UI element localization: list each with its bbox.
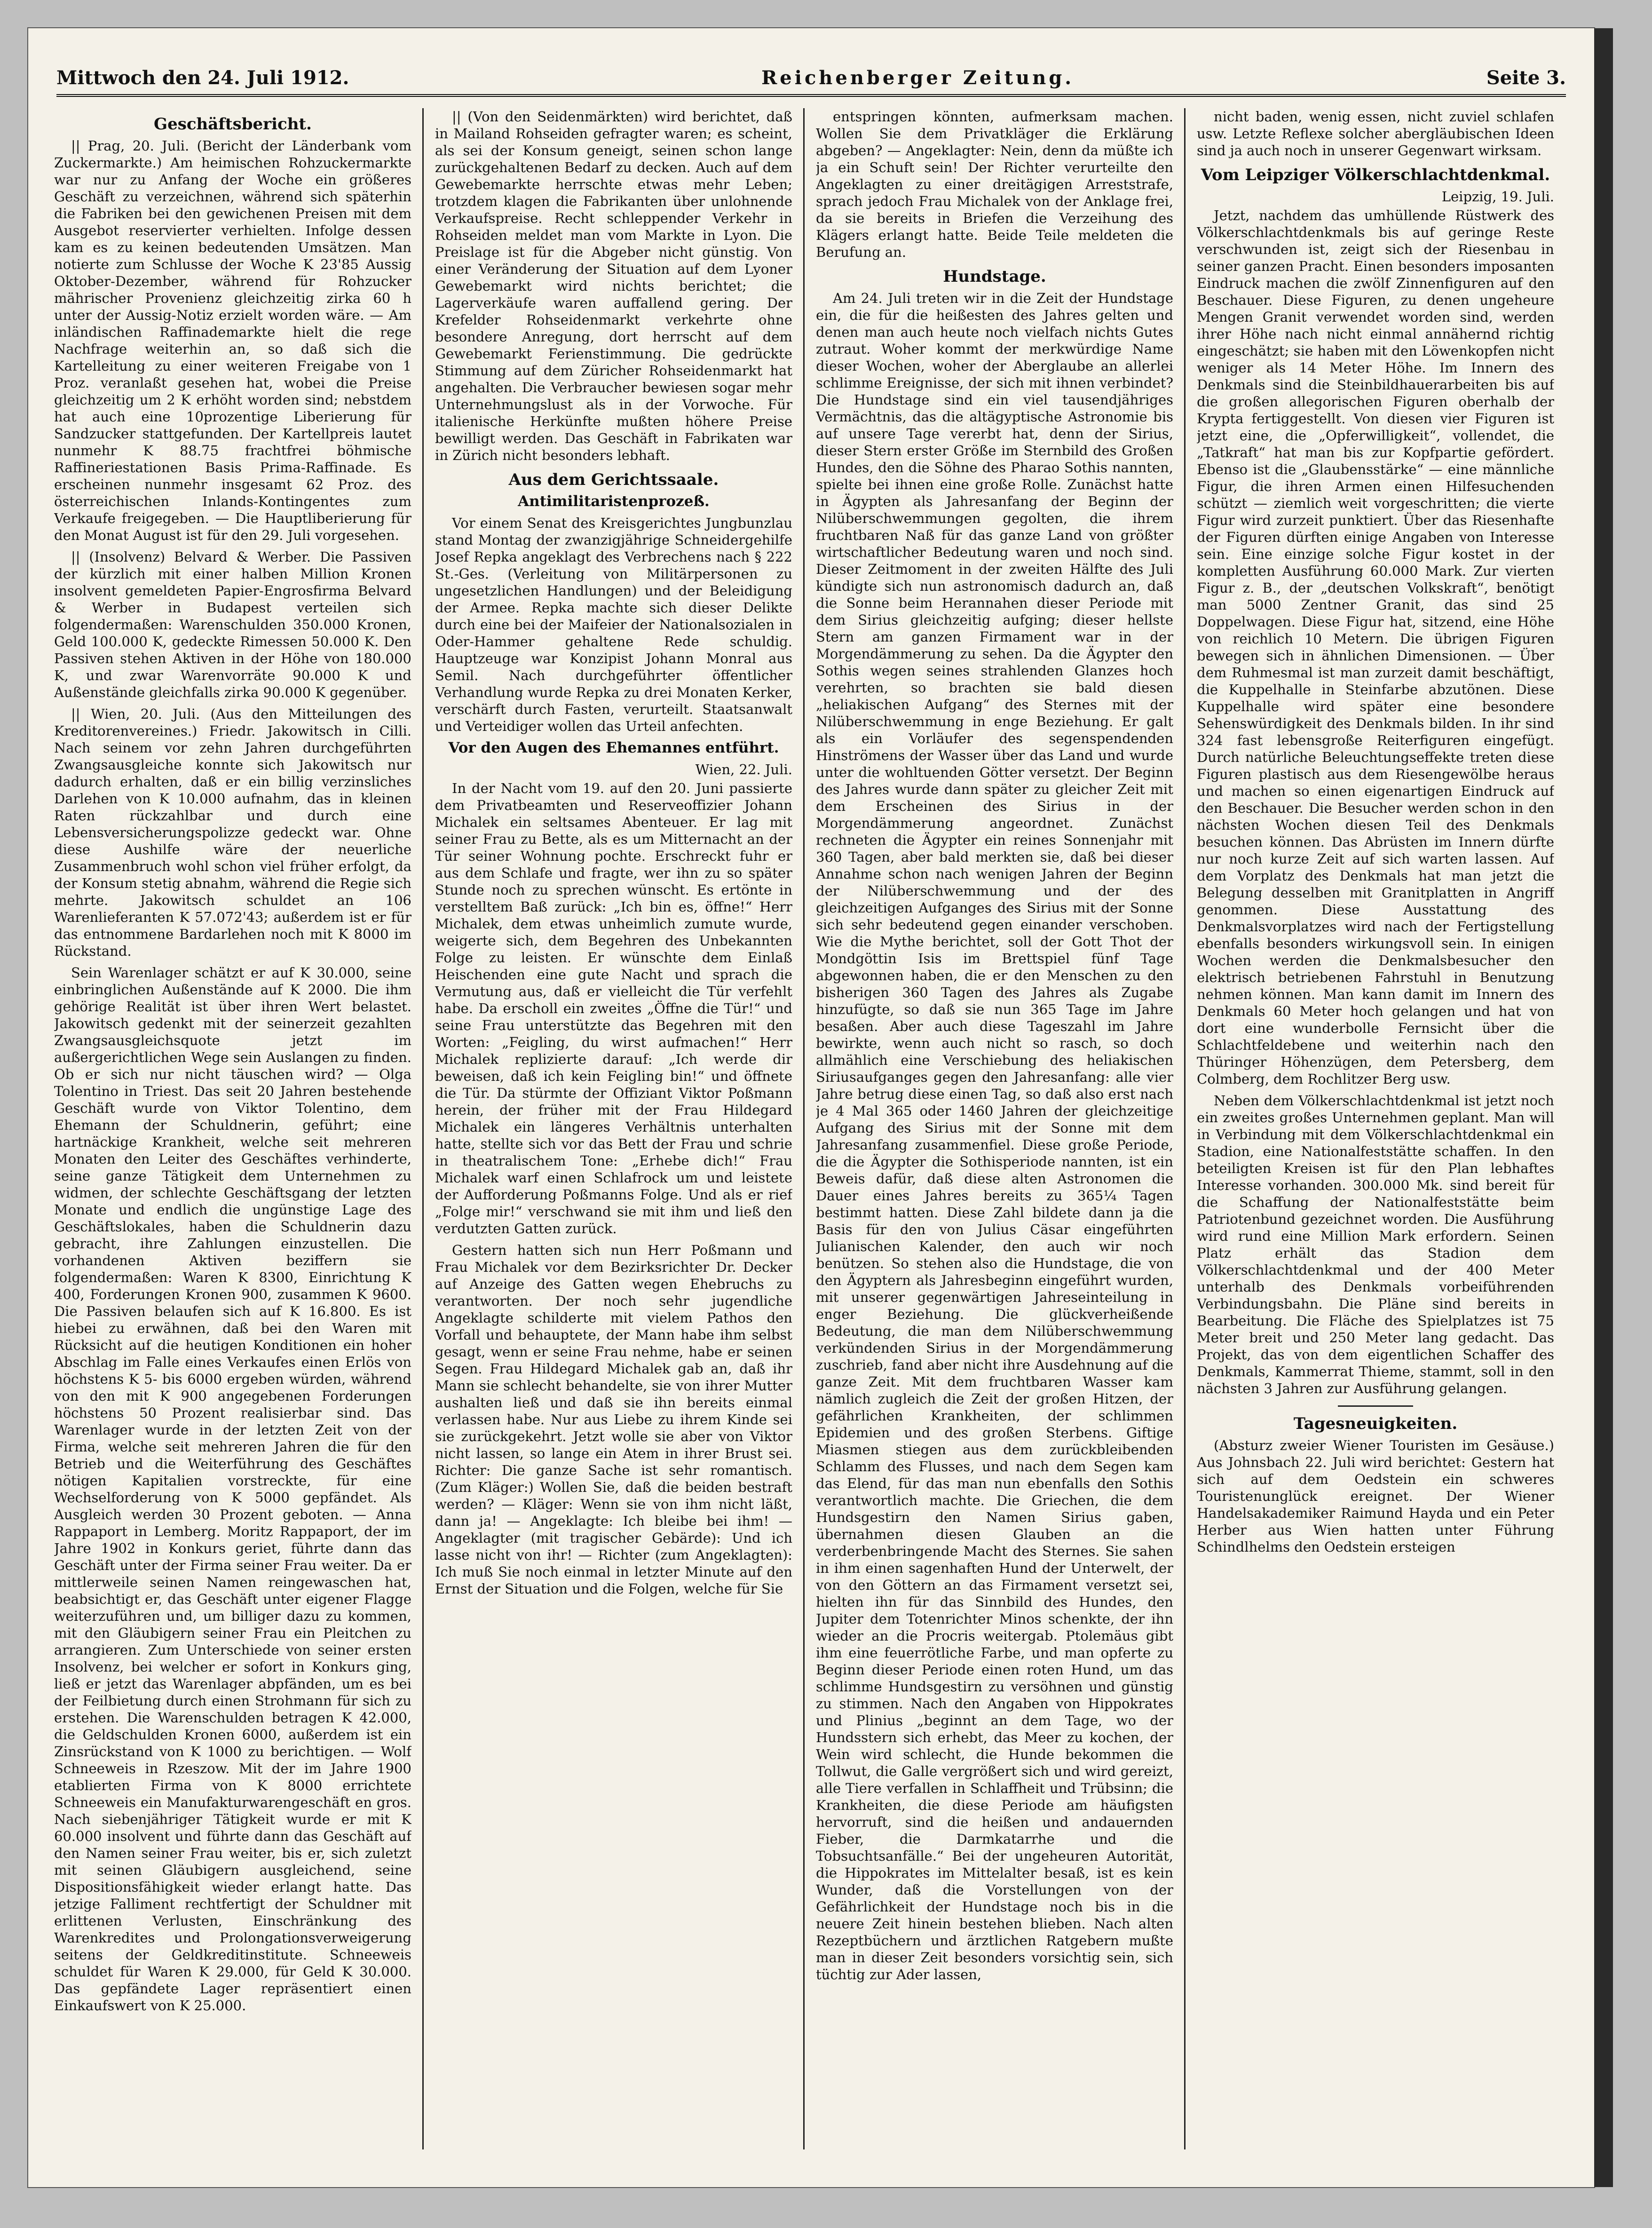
article-paragraph: nicht baden, wenig essen, nicht zuviel schlafen usw. Letzte Reflexe solcher abergläubischen Ideen sind ja auch noch in unserer Gegenwart wirksam. — [1197, 109, 1554, 159]
article-paragraph: Jetzt, nachdem das umhüllende Rüstwerk des Völkerschlachtdenkmals bis auf geringe Reste verschwunden ist, zeigt sich der Riesenbau in seiner ganzen Pracht. Einen besonders imposanten Eindruck machen die zwölf Zinnenfiguren auf den Beschauer. Diese Figuren, zu denen ungeheure Mengen Granit verwendet worden sind, werden ihrer Höhe nach nicht einmal annähernd richtig eingeschätzt; sie haben mit den Löwenkopfen nicht weniger als 14 Meter Höhe. Im Innern des Denkmals sind die Steinbildhauerarbeiten bis auf die großen allegorischen Figuren oberhalb der Krypta fertiggestellt. Von diesen vier Figuren ist jetzt eine, die „Opferwilligkeit“, vollendet, die „Tatkraft“ hat man bis zur Kopfpartie gefördert. Ebenso ist die „Glaubensstärke“ — eine männliche Figur, die ihren Armen einen Hilfesuchenden schützt — ziemlich weit vorgeschritten; die vierte Figur wird zurzeit punktiert. Über das Riesenhafte der Figuren dürften einige Angaben von Interesse sein. Eine einzige solche Figur kostet in der kompletten Ausführung 60.000 Mark. Zur vierten Figur z. B., der „deutschen Volkskraft“, benötigt man 5000 Zentner Granit, das sind 25 Doppelwagen. Diese Figur hat, sitzend, eine Höhe von reichlich 10 Metern. Die übrigen Figuren bewegen sich in ähnlichen Dimensionen. — Über dem Ruhmesmal ist man zurzeit damit beschäftigt, die Kuppelhalle in Steinfarbe abzutönen. Diese Kuppelhalle wird später eine besondere Sehenswürdigkeit des Denkmals bilden. In ihr sind 324 fast lebensgroße Reiterfiguren eingefügt. Durch natürliche Beleuchtungseffekte treten diese Figuren plastisch aus dem Riesengewölbe heraus und machen so einen eigenartigen Eindruck auf den Beschauer. Die Besucher werden schon in den nächsten Wochen diesen Teil des Denkmals besuchen können. Das Abrüsten im Innern dürfte nur noch kurze Zeit auf sich warten lassen. Auf dem Vorplatz des Denkmals hat man jetzt die Belegung desselben mit Granitplatten in Angriff genommen. Diese Ausstattung des Denkmalsvorplatzes wird nach der Fertigstellung ebenfalls besonders wirkungsvoll sein. In einigen Wochen werden die Denkmalsbesucher den elektrisch betriebenen Fahrstuhl in Benutzung nehmen können. Man kann damit im Innern des Denkmals 60 Meter hoch gelangen und hat von dort eine wunderbolle Fernsicht über die Schlachtfeldebene und weiterhin nach den Thüringer Höhenzügen, dem Petersberg, dem Colmberg, dem Rochlitzer Berg usw. — [1197, 207, 1554, 1087]
section-heading: Vom Leipziger Völkerschlachtdenkmal. — [1201, 166, 1550, 184]
issue-date: Mittwoch den 24. Juli 1912. — [56, 66, 349, 89]
article-paragraph: (Absturz zweier Wiener Touristen im Gesäuse.) Aus Johnsbach 22. Juli wird berichtet: Gestern hat sich auf dem Oedstein ein schweres Touristenunglück ereignet. Der Wiener Handelsakademiker Raimund Hayda und ein Peter Herber aus Wien hatten unter Führung Schindlhelms den Oedstein ersteigen — [1197, 1437, 1554, 1555]
column-2 — [435, 108, 792, 2149]
column-3 — [816, 108, 1173, 2149]
section-heading: Hundstage. — [943, 267, 1046, 286]
article-paragraph: In der Nacht vom 19. auf den 20. Juni passierte dem Privatbeamten und Reserveoffizier Johann Michalek ein seltsames Abenteuer. Er lag mit seiner Frau zu Bette, als es um Mitternacht an der Tür seiner Wohnung pochte. Erschreckt fuhr er aus dem Schlafe und fragte, wer ihn zu so später Stunde noch zu sprechen wünscht. Es ertönte in verstelltem Baß zurück: „Ich bin es, öffne!“ Herr Michalek, dem etwas unheimlich zumute wurde, weigerte sich, dem Begehren des Unbekannten Folge zu leisten. Er wünschte dem Einlaß Heischenden eine gute Nacht und sprach die Vermutung aus, daß er vielleicht die Tür verfehlt habe. Da erscholl ein zweites „Öffne die Tür!“ und seine Frau unterstützte das Begehren mit den Worten: „Feigling, du wirst aufmachen!“ Herr Michalek replizierte darauf: „Ich werde dir beweisen, daß ich kein Feigling bin!“ und öffnete die Tür. Da stürmte der Offiziant Viktor Poßmann herein, der früher mit der Frau Hildegard Michalek ein längeres Verhältnis unterhalten hatte, stellte sich vor das Bett der Frau und schrie in theatralischem Tone: „Erhebe dich!“ Frau Michalek warf einen Schlafrock um und leistete der Aufforderung Poßmanns Folge. Und als er rief „Folge mir!“ verschwand sie mit ihm und ließ den verdutzten Gatten zurück. — [435, 780, 792, 1237]
column-rule — [803, 108, 805, 2149]
column-4 — [1197, 108, 1554, 2149]
article-paragraph: || (Von den Seidenmärkten) wird berichtet, daß in Mailand Rohseiden gefragter waren; es scheint, als sei der Konsum geneigt, seinen schon lange zurückgehaltenen Bedarf zu decken. Auch auf dem Gewebemarkte herrschte etwas mehr Leben; trotzdem klagen die Fabrikanten über unlohnende Verkaufspreise. Recht schleppender Verkehr in Rohseiden meldet man vom Markte in Lyon. Die Preislage ist für die Abgeber nicht günstig. Von einer Veränderung der Situation auf dem Lyoner Gewebemarkt wird nichts berichtet; die Lagerverkäufe waren auffallend gering. Der Krefelder Rohseidenmarkt verkehrte ohne besondere Anregung, dort herrscht auf dem Gewebemarkt Ferienstimmung. Die gedrückte Stimmung auf dem Züricher Rohseidenmarkt hat angehalten. Die Verbraucher bewiesen sogar mehr Unternehmungslust als in der Vorwoche. Für italienische Herkünfte mußten höhere Preise bewilligt werden. Das Geschäft in Fabrikaten war in Zürich nicht besonders lebhaft. — [435, 109, 792, 463]
divider — [1338, 1405, 1413, 1407]
article-subheading: Antimilitaristenprozeß. — [518, 493, 710, 510]
section-heading: Geschäftsbericht. — [154, 115, 312, 134]
dateline: Wien, 22. Juli. — [695, 761, 792, 777]
dateline: Leipzig, 19. Juli. — [1441, 189, 1554, 205]
newspaper-page — [28, 28, 1594, 2187]
article-paragraph: || Prag, 20. Juli. (Bericht der Länderbank vom Zuckermarkte.) Am heimischen Rohzuckermarkte war nur zu Anfang der Woche ein größeres Geschäft zu verzeichnen, während sich späterhin die Fabriken bei den gewichenen Preisen mit dem Ausgebot reservierter verhielten. Infolge dessen kam es zu keinen bedeutenden Umsätzen. Man notierte zum Schlusse der Woche K 23'85 Aussig Oktober-Dezember, während für Rohzucker mährischer Provenienz gleichzeitig zirka 60 h unter der Aussig-Notiz erzielt worden wäre. — Am inländischen Raffinademarkte hielt die rege Nachfrage weiterhin an, so daß sich die Kartelleitung zu einer weiteren Freigabe von 1 Proz. veranlaßt gesehen hat, wobei die Preise gleichzeitig um 2 K erhöht worden sind; nebstdem hat auch eine 10prozentige Liberierung für Sandzucker stattgefunden. Der Kartellpreis lautet nunmehr K 88.75 frachtfrei böhmische Raffineriestationen Basis Prima-Raffinade. Es erscheinen nunmehr insgesamt 62 Proz. des österreichischen Inlands-Kontingentes zum Verkaufe freigegeben. — Die Hauptliberierung für den Monat August ist für den 29. Juli vorgesehen. — [54, 138, 411, 543]
column-rule — [1184, 108, 1186, 2149]
article-paragraph: Vor einem Senat des Kreisgerichtes Jungbunzlau stand Montag der zwanzigjährige Schneidergehilfe Josef Repka angeklagt des Verbrechens nach § 222 St.-Ges. (Verleitung von Militärpersonen zu ungesetzlichen Handlungen) und der Beleidigung der Armee. Repka machte sich dieser Delikte durch eine bei der Maifeier der Nationalsozialen in Oder-Hammer gehaltene Rede schuldig. Hauptzeuge war Konzipist Johann Monral aus Semil. Nach durchgeführter öffentlicher Verhandlung wurde Repka zu drei Monaten Kerker, verschärft durch Fasten, verurteilt. Staatsanwalt und Verteidiger wollen das Urteil anfechten. — [435, 515, 792, 734]
column-1 — [54, 108, 411, 2149]
article-paragraph: entspringen könnten, aufmerksam machen. Wollen Sie dem Privatkläger die Erklärung abgeben? — Angeklagter: Nein, denn da müßte ich ja ein Schuft sein! Der Richter verurteilte den Angeklagten zu einer dreitägigen Arreststrafe, sprach jedoch Frau Michalek von der Anklage frei, da sie bereits in Briefen die Verzeihung des Klägers erlangt hatte. Beide Teile meldeten die Berufung an. — [816, 109, 1173, 260]
column-rule — [422, 108, 424, 2149]
page-number: Seite 3. — [1486, 66, 1566, 89]
article-paragraph: Sein Warenlager schätzt er auf K 30.000, seine einbringlichen Außenstände auf K 2000. Die ihm gehörige Realität ist über ihren Wert belastet. Jakowitsch gedenkt mit der seinerzeit gezahlten Zwangsausgleichsquote jetzt im außergerichtlichen Wege sein Auslangen zu finden. Ob er sich nur nicht täuschen wird? — Olga Tolentino in Triest. Das seit 20 Jahren bestehende Geschäft wurde von Viktor Tolentino, dem Ehemann der Schuldnerin, geführt; eine hartnäckige Krankheit, welche seit mehreren Monaten den Leiter des Geschäftes verhinderte, seine ganze Tätigkeit dem Unternehmen zu widmen, der schlechte Geschäftsgang der letzten Monate und endlich die ungünstige Lage des Geschäftslokales, haben die Schuldnerin dazu gebracht, ihre Zahlungen einzustellen. Die vorhandenen Aktiven beziffern sie folgendermaßen: Waren K 8300, Einrichtung K 400, Forderungen Kronen 900, zusammen K 9600. Die Passiven belaufen sich auf K 16.800. Es ist hiebei zu erwähnen, daß bei den Waren mit Rücksicht auf die heutigen Konditionen ein hoher Abschlag im Falle eines Verkaufes einen Erlös von höchstens K 5- bis 6000 ergeben würden, während von den mit K 900 angegebenen Forderungen höchstens 50 Prozent realisierbar sind. Das Warenlager wurde in der letzten Zeit von der Firma, welche seit mehreren Jahren die für den Betrieb und die Weiterführung des Geschäftes nötigen Kapitalien vorstreckte, für eine Wechselforderung von K 5000 gepfändet. Als Ausgleich werden 30 Prozent geboten. — Anna Rappaport in Lemberg. Moritz Rappaport, der im Jahre 1902 in Konkurs geriet, führte dann das Geschäft unter der Firma seiner Frau weiter. Da er mittlerweile seinen Namen reingewaschen hat, beabsichtigt er, das Geschäft unter eigener Flagge weiterzuführen und, um billiger dazu zu kommen, mit den Gläubigern seiner Frau ein Pleitchen zu arrangieren. Zum Unterschiede von seiner ersten Insolvenz, bei welcher er sofort in Konkurs ging, ließ er jetzt das Warenlager abpfänden, um es bei der Feilbietung durch einen Strohmann für sich zu erstehen. Die Warenschulden betragen K 42.000, die Geldschulden Kronen 6000, außerdem ist ein Zinsrückstand von K 1000 zu berichtigen. — Wolf Schneeweis in Rzeszow. Mit der im Jahre 1900 etablierten Firma von K 8000 errichtete Schneeweis ein Manufakturwarengeschäft en gros. Nach siebenjähriger Tätigkeit wurde er mit K 60.000 insolvent und führte dann das Geschäft auf den Namen seiner Frau weiter, bis er, sich zuletzt mit seinen Gläubigern ausgleichend, seine Dispositionsfähigkeit wieder erlangt hatte. Das jetzige Falliment rechtfertigt der Schuldner mit erlittenen Verlusten, Einschränkung des Warenkredites und Prolongationsverweigerung seitens der Geldkreditinstitute. Schneeweis schuldet für Waren K 29.000, für Geld K 30.000. Das gepfändete Lager repräsentiert einen Einkaufswert von K 25.000. — [54, 965, 411, 2014]
newspaper-title: Reichenberger Zeitung. — [761, 66, 1075, 89]
masthead — [56, 61, 1566, 97]
article-paragraph: || (Insolvenz) Belvard & Werber. Die Passiven der kürzlich mit einer halben Million Kronen insolvent gemeldeten Papier-Engrosfirma Belvard & Werber in Budapest verteilen sich folgendermaßen: Warenschulden 350.000 Kronen, Geld 100.000 K, gedeckte Rimessen 50.000 K. Den Passiven stehen Aktiven in der Höhe von 180.000 K, und zwar Warenvorräte 90.000 K und Außenstände gleichfalls zirka 90.000 K gegenüber. — [54, 549, 411, 700]
section-heading: Tagesneuigkeiten. — [1293, 1414, 1458, 1433]
article-paragraph: || Wien, 20. Juli. (Aus den Mitteilungen des Kreditorenvereines.) Friedr. Jakowitsch in Cilli. Nach seinem vor zehn Jahren durchgeführten Zwangsausgleiche konnte sich Jakowitsch nur dadurch erhalten, daß er ein billig verzinsliches Darlehen von K 10.000 aufnahm, das in kleinen Raten rückzahlbar und durch eine Lebensversicherungspolizze gedeckt war. Ohne diese Aushilfe wäre der neuerliche Zusammenbruch wohl schon viel früher erfolgt, da der Konsum stetig abnahm, während die Regie sich mehrte. Jakowitsch schuldet an 106 Warenlieferanten K 57.072'43; außerdem ist er für das entnommene Bardarlehen noch mit K 8000 im Rückstand. — [54, 706, 411, 959]
article-paragraph: Gestern hatten sich nun Herr Poßmann und Frau Michalek vor dem Bezirksrichter Dr. Decker auf Anzeige des Gatten wegen Ehebruchs zu verantworten. Der noch sehr jugendliche Angeklagte schilderte mit vielem Pathos den Vorfall und behauptete, der Mann habe ihm selbst gesagt, wenn er seine Frau nehme, habe er seinen Segen. Frau Hildegard Michalek gab an, daß ihr Mann sie schlecht behandelte, sie von ihrer Mutter aushalten ließ und daß sie ihn bereits einmal verlassen habe. Nur aus Liebe zu ihrem Kinde sei sie zurückgekehrt. Jetzt wolle sie aber von Viktor nicht lassen, so lange ein Atem in ihrer Brust sei. Richter: Die ganze Sache ist sehr romantisch. (Zum Kläger:) Wollen Sie, daß die beiden bestraft werden? — Kläger: Wenn sie von ihm nicht läßt, dann ja! — Angeklagte: Ich bleibe bei ihm! — Angeklagter (mit tragischer Gebärde): Und ich lasse nicht von ihr! — Richter (zum Angeklagten): Ich muß Sie noch einmal in letzter Minute auf den Ernst der Situation und die Folgen, welche für Sie — [435, 1242, 792, 1597]
article-paragraph: Am 24. Juli treten wir in die Zeit der Hundstage ein, die für die heißesten des Jahres gelten und denen man auch heute noch vielfach nichts Gutes zutraut. Woher kommt der merkwürdige Name dieser Wochen, woher der Aberglaube an allerlei schlimme Ereignisse, der sich mit ihnen verbindet? Die Hundstage sind ein viel tausendjähriges Vermächtnis, das die altägyptische Astronomie bis auf unsere Tage vererbt hat, denn der Sirius, dieser Stern erster Größe im Sternbild des Großen Hundes, den die Söhne des Pharao Sothis nannten, spielte bei ihnen eine große Rolle. Zunächst hatte in Ägypten als Jahresanfang der Beginn der Nilüberschwemmungen gegolten, die ihrem fruchtbaren Naß für das ganze Land von größter wirtschaftlicher Bedeutung waren und noch sind. Dieser Zeitmoment in der zweiten Hälfte des Juli kündigte sich nun astronomisch dadurch an, daß die Sonne beim Herannahen dieser Periode mit dem Sirius gleichzeitig aufging; dieser hellste Stern am ganzen Firmament war in der Morgendämmerung zu sehen. Da die Ägypter den Sothis wegen seines strahlenden Glanzes hoch verehrten, so brachten sie bald diesen „heliakischen Aufgang“ des Sternes mit der Nilüberschwemmung in enge Beziehung. Er galt als ein Vorläufer des segenspendenden Hinströmens der Wasser über das Land und wurde unter die wohltuenden Götter versetzt. Der Beginn des Jahres wurde dann später zu gleicher Zeit mit dem Erscheinen des Sirius in der Morgendämmerung angeordnet. Zunächst rechneten die Ägypter ein reines Sonnenjahr mit 360 Tagen, aber bald merkten sie, daß bei dieser Annahme schon nach wenigen Jahren der Beginn der Nilüberschwemmung und der des gleichzeitigen Aufganges des Sirius mit der Sonne sich sehr bedeutend gegen einander verschoben. Wie die Mythe berichtet, soll der Gott Thot der Mondgöttin Isis im Brettspiel fünf Tage abgewonnen haben, die er den Menschen zu den bisherigen 360 Tagen des Jahres als Zugabe hinzufügte, so daß sie nun 365 Tage im Jahre besaßen. Aber auch diese Tageszahl im Jahre bewirkte, wenn auch nicht so rasch, so doch allmählich eine Verschiebung des heliakischen Siriusaufganges gegen den Jahresanfang: alle vier Jahre betrug diese einen Tag, so daß also erst nach je 4 Mal 365 oder 1460 Jahren der gleichzeitige Aufgang des Sirius mit der Sonne mit dem Jahresanfang zusammenfiel. Diese große Periode, die die Ägypter die Sothisperiode nannten, ist ein Beweis dafür, daß diese alten Astronomen die Dauer eines Jahres bereits zu 365¼ Tagen bestimmt hatten. Diese Zahl bildete dann ja die Basis für den von Julius Cäsar eingeführten Julianischen Kalender, den auch wir noch benützen. So stehen also die Hundstage, die von den Ägyptern als Jahresbeginn eingeführt wurden, mit unserer gegenwärtigen Jahreseinteilung in enger Beziehung. Die glückverheißende Bedeutung, die man dem Nilüberschwemmung verkündenden Sirius in der Morgendämmerung zuschrieb, fand aber nicht ihre Ausdehnung auf die ganze Zeit. Mit dem fruchtbaren Wasser kam nämlich zugleich die Zeit der großen Hitzen, der gefährlichen Krankheiten, der schlimmen Epidemien und des großen Sterbens. Giftige Miasmen stiegen aus dem zurückbleibenden Schlamm des Flusses, und nach dem Segen kam das Elend, für das man nun ebenfalls den Sothis verantwortlich machte. Die Griechen, die dem Hundsgestirn den Namen Sirius gaben, übernahmen diesen Glauben an die verderbenbringende Macht des Sternes. Sie sahen in ihm einen sagenhaften Hund der Unterwelt, der von den Göttern an das Firmament versetzt sei, hielten ihn für das Sinnbild des Hundes, den Jupiter dem Totenrichter Minos schenkte, der ihn wieder an die Procris weitergab. Ptolemäus gibt ihm eine feuerrötliche Farbe, und man opferte zu Beginn dieser Periode einen roten Hund, um das schlimme Hundsgestirn zu versöhnen und günstig zu stimmen. Nach den Angaben von Hippokrates und Plinius „beginnt an dem Tage, wo der Hundsstern sich erhebt, das Meer zu kochen, der Wein wird schlecht, die Hunde bekommen die Tollwut, die Galle vergrößert sich und wird gereizt, alle Tiere verfallen in Schlaffheit und Trübsinn; die Krankheiten, die diese Periode am häufigsten hervorruft, sind die heißen und andauernden Fieber, die Darmkatarrhe und die Tobsuchtsanfälle.“ Bei der ungeheuren Autorität, die Hippokrates im Mittelalter besaß, ist es kein Wunder, daß die Vorstellungen von der Gefährlichkeit der Hundstage noch bis in die neuere Zeit hinein bestehen blieben. Nach alten Rezeptbüchern und ärztlichen Ratgebern mußte man in dieser Zeit besonders vorsichtig sein, sich tüchtig zur Ader lassen, — [816, 290, 1173, 1982]
section-heading: Aus dem Gerichtssaale. — [508, 470, 719, 489]
page-edge-shadow — [1594, 28, 1613, 2187]
article-paragraph: Neben dem Völkerschlachtdenkmal ist jetzt noch ein zweites großes Unternehmen geplant. Man will in Verbindung mit dem Völkerschlachtdenkmal ein Stadion, eine Nationalfeststätte schaffen. In den beteiligten Kreisen ist für den Plan lebhaftes Interesse vorhanden. 300.000 Mk. sind bereit für die Schaffung der Nationalfeststätte beim Patriotenbund gezeichnet worden. Die Ausführung wird rund eine Million Mark erfordern. Seinen Platz erhält das Stadion dem Völkerschlachtdenkmal und der 400 Meter unterhalb des Denkmals vorbeiführenden Verbindungsbahn. Die Pläne sind bereits in Bearbeitung. Die Fläche des Spielplatzes ist 75 Meter breit und 250 Meter lang gedacht. Das Projekt, das von dem eigentlichen Schaffer des Denkmals, Kammerrat Thieme, stammt, soll in den nächsten 3 Jahren zur Ausführung gelangen. — [1197, 1093, 1554, 1396]
article-heading: Vor den Augen des Ehemannes entführt. — [448, 739, 779, 756]
